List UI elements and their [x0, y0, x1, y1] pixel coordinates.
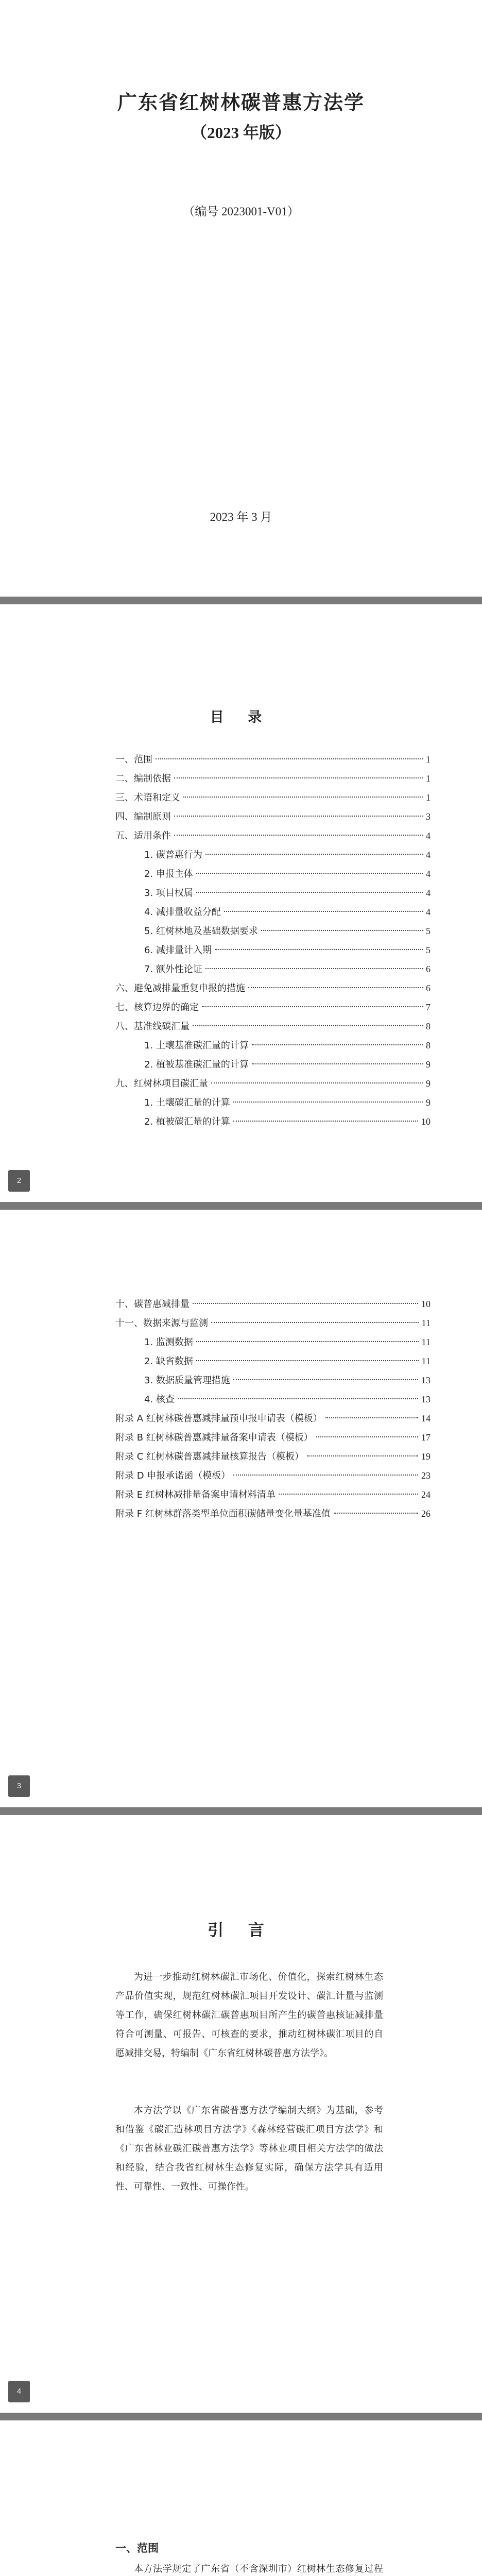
toc-entry-page: 19 [421, 1451, 431, 1462]
toc-entry-page: 9 [426, 1078, 431, 1089]
toc-entry[interactable] [115, 922, 431, 941]
toc-leader [196, 1341, 419, 1342]
toc-entry-page: 4 [426, 888, 431, 898]
toc-entry-page: 9 [426, 1097, 431, 1108]
toc-entry-label: 4. 减排量收益分配 [144, 907, 221, 918]
toc-entry[interactable] [115, 1314, 431, 1333]
intro-paragraph: 本方法学以《广东省碳普惠方法学编制大纲》为基础，参考和借鉴《碳汇造林项目方法学》《森林经营碳汇项目方法学》和《广东省林业碳汇碳普惠方法学》等林业项目相关方法学的做法和经验，结合我省红树林生态修复实际，确保方法学具有适用性、可靠性、一致性、可操作性。 [115, 2105, 383, 2192]
cover-title: 广东省红树林碳普惠方法学 [117, 92, 365, 114]
cover-edition: （2023 年版） [191, 124, 291, 142]
toc-entry-page: 11 [421, 1356, 431, 1366]
toc-entry-page: 4 [426, 869, 431, 879]
toc-page-1 [0, 604, 482, 1202]
toc-leader [196, 873, 423, 874]
toc-leader [211, 1082, 423, 1083]
toc-entry[interactable] [115, 1333, 431, 1352]
cover-page [0, 0, 482, 597]
toc-entry[interactable] [115, 1409, 431, 1428]
toc-leader [193, 1025, 423, 1026]
intro-paragraph: 为进一步推动红树林碳汇市场化、价值化，探索红树林生态产品价值实现，规范红树林碳汇项目开发设计、碳汇计量与监测等工作，确保红树林碳汇碳普惠项目所产生的碳普惠核证减排量符合可测量、可报告、可核查的要求，推动红树林碳汇项目的自愿减排交易，特编制《广东省红树林碳普惠方法学》。 [115, 1972, 383, 2058]
toc-entry[interactable] [115, 1017, 431, 1036]
toc-entry-label: 四、编制原则 [115, 811, 171, 822]
toc-entry-label: 五、适用条件 [115, 831, 171, 841]
toc-leader [224, 911, 423, 912]
toc-page-2 [0, 1210, 482, 1807]
toc-entry-label: 附录 C 红树林碳普惠减排量核算报告（模板） [115, 1451, 304, 1462]
toc-leader [178, 1398, 418, 1399]
toc-entry-page: 3 [426, 811, 431, 822]
toc-entry-page: 13 [421, 1394, 431, 1404]
section-heading: 一、范围 [115, 2542, 159, 2554]
toc-entry-label: 5. 红树林地及基础数据要求 [144, 926, 258, 937]
toc-entry-label: 附录 D 申报承诺函（模板） [115, 1470, 231, 1481]
toc-leader [279, 1494, 418, 1495]
toc-entry-label: 1. 土壤碳汇量的计算 [144, 1097, 230, 1108]
toc-entry-page: 8 [426, 1040, 431, 1050]
cover-code: （编号 2023001-V01） [183, 205, 299, 218]
toc-entry-page: 5 [426, 926, 431, 936]
toc-entry-page: 1 [426, 754, 431, 765]
toc-leader [261, 930, 423, 931]
toc-entry-label: 附录 B 红树林碳普惠减排量备案申请表（模板） [115, 1432, 313, 1443]
toc-entry-page: 4 [426, 850, 431, 860]
toc-entry[interactable] [115, 826, 431, 845]
toc-entry-page: 6 [426, 983, 431, 993]
toc-entry[interactable] [115, 1447, 431, 1466]
toc-entry-label: 6. 减排量计入期 [144, 945, 212, 956]
toc-leader [174, 816, 423, 817]
toc-entry-page: 26 [421, 1509, 431, 1519]
toc-entry[interactable] [115, 1093, 431, 1112]
toc-leader [252, 1044, 423, 1045]
toc-entry[interactable] [115, 998, 431, 1017]
toc-leader [205, 854, 423, 855]
toc-entry[interactable] [115, 807, 431, 826]
toc-entry-label: 附录 F 红树林群落类型单位面积碳储量变化量基准值 [115, 1509, 331, 1519]
section-paragraph: 本方法学规定了广东省（不含深圳市）红树林生态修复过程 [134, 2564, 383, 2574]
toc-entry-page: 13 [421, 1375, 431, 1385]
toc-entry[interactable] [115, 769, 431, 788]
toc-entry-label: 7. 额外性论证 [144, 964, 202, 975]
toc-entry-page: 17 [421, 1432, 431, 1443]
toc-leader [156, 758, 423, 759]
toc-entry[interactable] [115, 750, 431, 769]
toc-entry-label: 2. 缺省数据 [144, 1356, 193, 1367]
toc-entry-label: 1. 监测数据 [144, 1337, 193, 1348]
toc-entry-label: 三、术语和定义 [115, 792, 180, 803]
toc-leader [205, 968, 423, 969]
toc-entry[interactable] [115, 884, 431, 903]
toc-entry-label: 十一、数据来源与监测 [115, 1318, 208, 1329]
toc-entry-page: 11 [421, 1337, 431, 1347]
toc-entry-page: 24 [421, 1489, 431, 1500]
toc-entry[interactable] [115, 1074, 431, 1093]
cover-date: 2023 年 3 月 [210, 511, 272, 523]
toc-list-2 [115, 1295, 431, 1523]
toc-entry-page: 1 [426, 773, 431, 784]
toc-entry-page: 9 [426, 1059, 431, 1070]
toc-entry-page: 4 [426, 907, 431, 917]
toc-entry-label: 一、范围 [115, 754, 152, 765]
toc-entry-label: 附录 A 红树林碳普惠减排量预申报申请表（模板） [115, 1413, 322, 1424]
scope-page [0, 2420, 482, 2576]
toc-leader [174, 777, 423, 778]
toc-entry-label: 1. 碳普惠行为 [144, 850, 202, 860]
toc-leader [233, 1379, 418, 1380]
toc-entry-label: 3. 项目权属 [144, 888, 193, 899]
toc-entry[interactable] [115, 1504, 431, 1523]
toc-leader [196, 1360, 419, 1361]
toc-leader [233, 1475, 418, 1476]
toc-entry[interactable] [115, 979, 431, 998]
toc-entry-page: 4 [426, 831, 431, 841]
toc-entry-page: 23 [421, 1470, 431, 1481]
toc-leader [196, 892, 423, 893]
intro-page [0, 1815, 482, 2413]
toc-entry[interactable] [115, 903, 431, 922]
page-number-badge: 4 [8, 2381, 30, 2402]
toc-leader [252, 1063, 423, 1064]
toc-entry[interactable] [115, 1390, 431, 1409]
toc-leader [193, 1303, 418, 1304]
toc-entry-label: 七、核算边界的确定 [115, 1002, 199, 1013]
toc-entry[interactable] [115, 865, 431, 884]
toc-leader [183, 796, 423, 798]
toc-entry-label: 2. 植被基准碳汇量的计算 [144, 1059, 249, 1070]
toc-entry-label: 4. 核查 [144, 1394, 175, 1405]
toc-entry-label: 附录 E 红树林减排量备案申请材料清单 [115, 1489, 276, 1500]
toc-entry-label: 九、红树林项目碳汇量 [115, 1078, 208, 1089]
page-number-badge: 3 [8, 1775, 30, 1797]
toc-list-1 [115, 750, 431, 1131]
toc-entry[interactable] [115, 1371, 431, 1390]
toc-entry-page: 10 [421, 1116, 431, 1127]
toc-leader [334, 1513, 418, 1514]
toc-leader [325, 1417, 418, 1418]
toc-entry-label: 2. 申报主体 [144, 869, 193, 879]
toc-entry-label: 二、编制依据 [115, 773, 171, 784]
toc-entry-label: 2. 植被碳汇量的计算 [144, 1116, 230, 1127]
toc-entry[interactable] [115, 1466, 431, 1485]
toc-entry-label: 十、碳普惠减排量 [115, 1299, 190, 1310]
toc-entry[interactable] [115, 1428, 431, 1447]
toc-entry-label: 六、避免减排量重复申报的措施 [115, 983, 245, 994]
intro-title: 引 言 [208, 1921, 274, 1939]
toc-entry-page: 6 [426, 964, 431, 974]
toc-leader [233, 1101, 423, 1103]
toc-entry[interactable] [115, 1352, 431, 1371]
toc-entry[interactable] [115, 1055, 431, 1074]
toc-entry-page: 14 [421, 1413, 431, 1423]
toc-entry-page: 10 [421, 1299, 431, 1309]
toc-entry-page: 7 [426, 1002, 431, 1012]
toc-title: 目 录 [210, 709, 272, 725]
toc-entry-page: 1 [426, 792, 431, 803]
toc-entry-label: 八、基准线碳汇量 [115, 1021, 190, 1032]
toc-leader [215, 949, 423, 950]
toc-entry-label: 3. 数据质量管理措施 [144, 1375, 230, 1386]
toc-entry[interactable] [115, 941, 431, 960]
toc-leader [211, 1322, 419, 1323]
toc-entry-page: 5 [426, 945, 431, 955]
toc-entry[interactable] [115, 1295, 431, 1314]
toc-leader [316, 1436, 418, 1437]
page-number-badge: 2 [8, 1170, 30, 1192]
toc-leader [307, 1455, 418, 1456]
toc-entry[interactable] [115, 1485, 431, 1504]
toc-entry[interactable] [115, 845, 431, 865]
toc-entry[interactable] [115, 1112, 431, 1131]
toc-entry[interactable] [115, 1036, 431, 1055]
toc-entry[interactable] [115, 788, 431, 807]
toc-entry-page: 11 [421, 1318, 431, 1328]
toc-leader [202, 1006, 423, 1007]
toc-entry-label: 1. 土壤基准碳汇量的计算 [144, 1040, 249, 1051]
toc-leader [174, 835, 423, 836]
toc-leader [248, 987, 423, 988]
toc-entry[interactable] [115, 960, 431, 979]
toc-entry-page: 8 [426, 1021, 431, 1031]
toc-leader [233, 1121, 418, 1122]
